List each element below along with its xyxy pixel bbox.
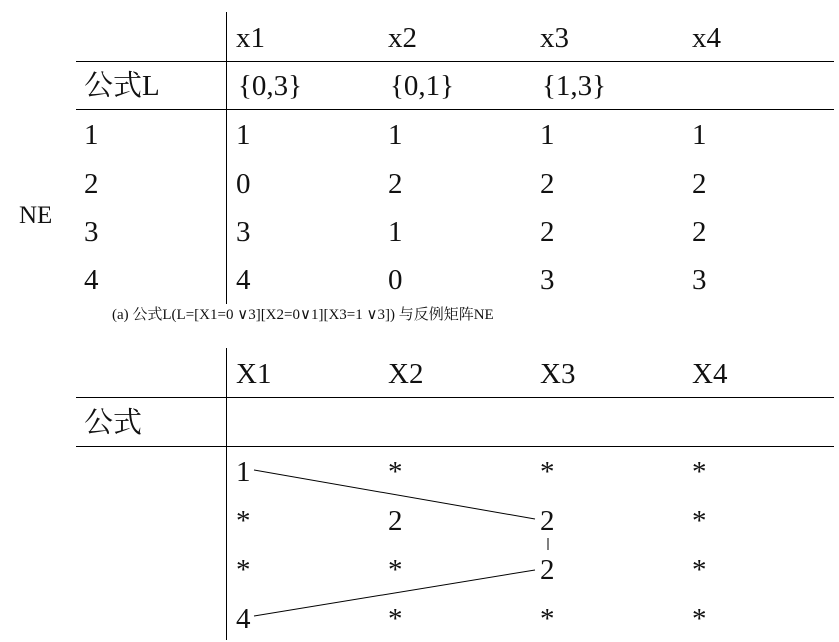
- table-b-cell: *: [236, 505, 251, 537]
- table-b-cell: 2: [388, 505, 403, 537]
- table-b-cell: *: [692, 603, 707, 635]
- table-b-header-x4: X4: [692, 358, 728, 390]
- table-a-cell: 1: [236, 119, 251, 151]
- table-a-formula-x1: {0,3}: [238, 70, 303, 102]
- table-a-row-index: 1: [84, 119, 99, 151]
- table-a-cell: 2: [388, 168, 403, 200]
- table-a-header-x1: x1: [236, 22, 265, 54]
- table-a-cell: 0: [236, 168, 251, 200]
- table-a-formula-x2: {0,1}: [390, 70, 455, 102]
- table-a-cell: 2: [540, 216, 555, 248]
- table-a-cell: 2: [540, 168, 555, 200]
- table-b-header-x3: X3: [540, 358, 576, 390]
- table-b-cell: *: [388, 603, 403, 635]
- table-b-cell: 1: [236, 456, 251, 488]
- table-b-header-x1: X1: [236, 358, 272, 390]
- table-b-header-x2: X2: [388, 358, 424, 390]
- table-b-cell: *: [692, 554, 707, 586]
- table-a-header-x4: x4: [692, 22, 721, 54]
- table-b-cell: *: [692, 456, 707, 488]
- table-a-cell: 3: [540, 264, 555, 296]
- table-a-header-x3: x3: [540, 22, 569, 54]
- table-a-cell: 1: [692, 119, 707, 151]
- table-a-formula-label: 公式L: [84, 70, 160, 102]
- table-b-cell: *: [236, 554, 251, 586]
- table-b-formula-label: 公式: [84, 407, 143, 439]
- table-b-cell: 2: [540, 505, 555, 537]
- table-a-row-index: 4: [84, 264, 99, 296]
- table-b-cell: *: [388, 456, 403, 488]
- table-a-cell: 1: [388, 216, 403, 248]
- table-b-cell: *: [540, 456, 555, 488]
- table-a-cell: 1: [540, 119, 555, 151]
- table-a-header-x2: x2: [388, 22, 417, 54]
- table-a-cell: 0: [388, 264, 403, 296]
- connector-2-to-4: [254, 570, 535, 616]
- table-a-row-index: 2: [84, 168, 99, 200]
- table-a-cell: 4: [236, 264, 251, 296]
- table-a-cell: 1: [388, 119, 403, 151]
- table-b-cell: 2: [540, 554, 555, 586]
- table-a-caption: (a) 公式L(L=[X1=0 ∨3][X2=0∨1][X3=1 ∨3]) 与反例矩阵NE: [112, 307, 494, 323]
- table-a-cell: 3: [692, 264, 707, 296]
- table-a-ne-label: NE: [19, 202, 53, 229]
- table-a-cell: 3: [236, 216, 251, 248]
- table-a-formula-x3: {1,3}: [542, 70, 607, 102]
- table-b-cell: *: [540, 603, 555, 635]
- table-a-cell: 2: [692, 216, 707, 248]
- table-a-row-index: 3: [84, 216, 99, 248]
- table-b-cell: *: [692, 505, 707, 537]
- table-a-cell: 2: [692, 168, 707, 200]
- table-b-cell: 4: [236, 603, 251, 635]
- table-b-cell: *: [388, 554, 403, 586]
- connector-1-to-2: [254, 470, 535, 519]
